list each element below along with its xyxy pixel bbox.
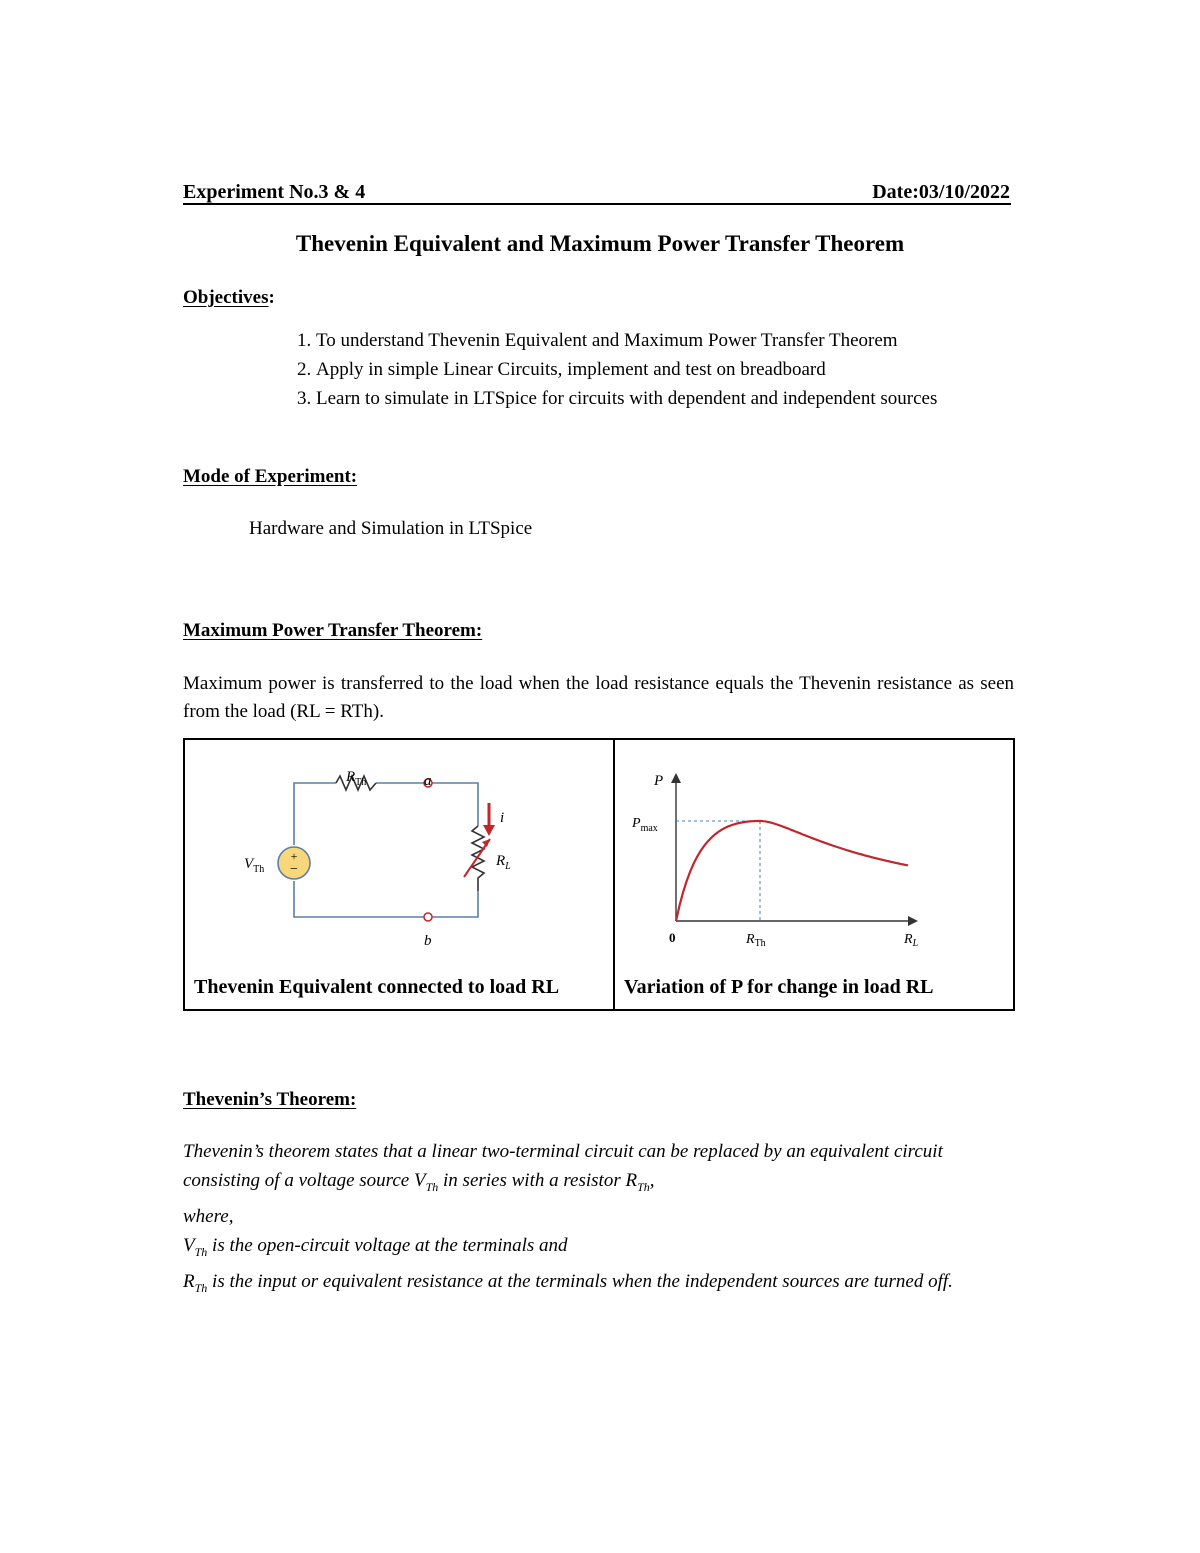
mpt-heading: Maximum Power Transfer Theorem: (183, 620, 483, 641)
rl-variable-resistor (472, 826, 484, 891)
objectives-heading (183, 287, 275, 309)
vth-definition: is the open-circuit voltage at the terminals and (207, 1234, 568, 1256)
rl-variable-arrowhead (482, 839, 490, 847)
label-current: i (500, 810, 505, 826)
experiment-number: Experiment No.3 & 4 (183, 181, 366, 203)
mpt-text: Maximum power is transferred to the load when the load resistance equals the Thevenin resistance as seen from the load (RL = RTh). (183, 673, 1014, 722)
objectives-heading-colon: : (268, 287, 275, 308)
thevenin-heading: Thevenin’s Theorem: (183, 1089, 357, 1110)
label-rl-axis: $R_L$ (904, 932, 919, 949)
label-origin: 0 (669, 930, 676, 945)
header-rule (183, 203, 1011, 205)
thevenin-statement (183, 1137, 1018, 1302)
power-curve-line (676, 821, 908, 921)
power-curve-graph (616, 741, 1012, 967)
circuit-wires (294, 783, 478, 917)
thevenin-statement-sub-vth: Th (425, 1179, 439, 1194)
page-title: Thevenin Equivalent and Maximum Power Transfer Theorem (295, 231, 905, 256)
figure-table-divider (613, 738, 615, 1011)
label-node-b: b (424, 933, 432, 949)
thevenin-statement-b: in series with a resistor R (438, 1170, 638, 1191)
label-vth: $V_{Th}$ (244, 856, 265, 875)
circuit-caption: Thevenin Equivalent connected to load RL (194, 976, 560, 998)
thevenin-statement-c: , (649, 1170, 655, 1191)
graph-caption: Variation of P for change in load RL (624, 976, 934, 998)
mode-heading: Mode of Experiment: (183, 466, 358, 487)
y-axis-arrowhead (671, 773, 681, 783)
label-p-axis: P (654, 773, 664, 789)
label-rl: $R_L$ (496, 853, 511, 872)
mode-text: Hardware and Simulation in LTSpice (249, 518, 533, 539)
experiment-date: Date:03/10/2022 (872, 181, 1010, 203)
rth-symbol: R (183, 1270, 195, 1292)
label-rth: $R_{Th}$ (346, 769, 367, 788)
objective-item: 2. Apply in simple Linear Circuits, implement and test on breadboard (316, 355, 1054, 384)
source-minus: − (290, 862, 298, 877)
thevenin-statement-sub-rth: Th (637, 1179, 650, 1194)
objective-item: 1. To understand Thevenin Equivalent and Maximum Power Transfer Theorem (316, 326, 1054, 355)
rth-subscript: Th (194, 1280, 208, 1295)
x-axis-arrowhead (908, 916, 918, 926)
thevenin-statement-a: Thevenin’s theorem states that a linear two-terminal circuit can be replaced by an equivalent circuit consisting of a voltage source V (183, 1141, 943, 1191)
label-rth-tick: $R_{Th}$ (746, 932, 766, 949)
label-pmax: $P_{max}$ (632, 816, 658, 834)
label-node-a: a (424, 773, 432, 789)
vth-symbol: V (183, 1234, 195, 1256)
thevenin-circuit-diagram (186, 741, 612, 967)
objectives-heading-label: Objectives (183, 287, 269, 308)
vth-subscript: Th (194, 1244, 208, 1259)
objectives-list (276, 326, 1054, 413)
objective-item: 3. Learn to simulate in LTSpice for circuits with dependent and independent sources (316, 384, 1054, 413)
thevenin-where: where, (183, 1205, 234, 1227)
terminal-b (424, 913, 432, 921)
current-arrowhead (483, 825, 495, 836)
rth-definition: is the input or equivalent resistance at the terminals when the independent sources are turned off. (207, 1270, 953, 1292)
source-plus: + (290, 849, 298, 863)
